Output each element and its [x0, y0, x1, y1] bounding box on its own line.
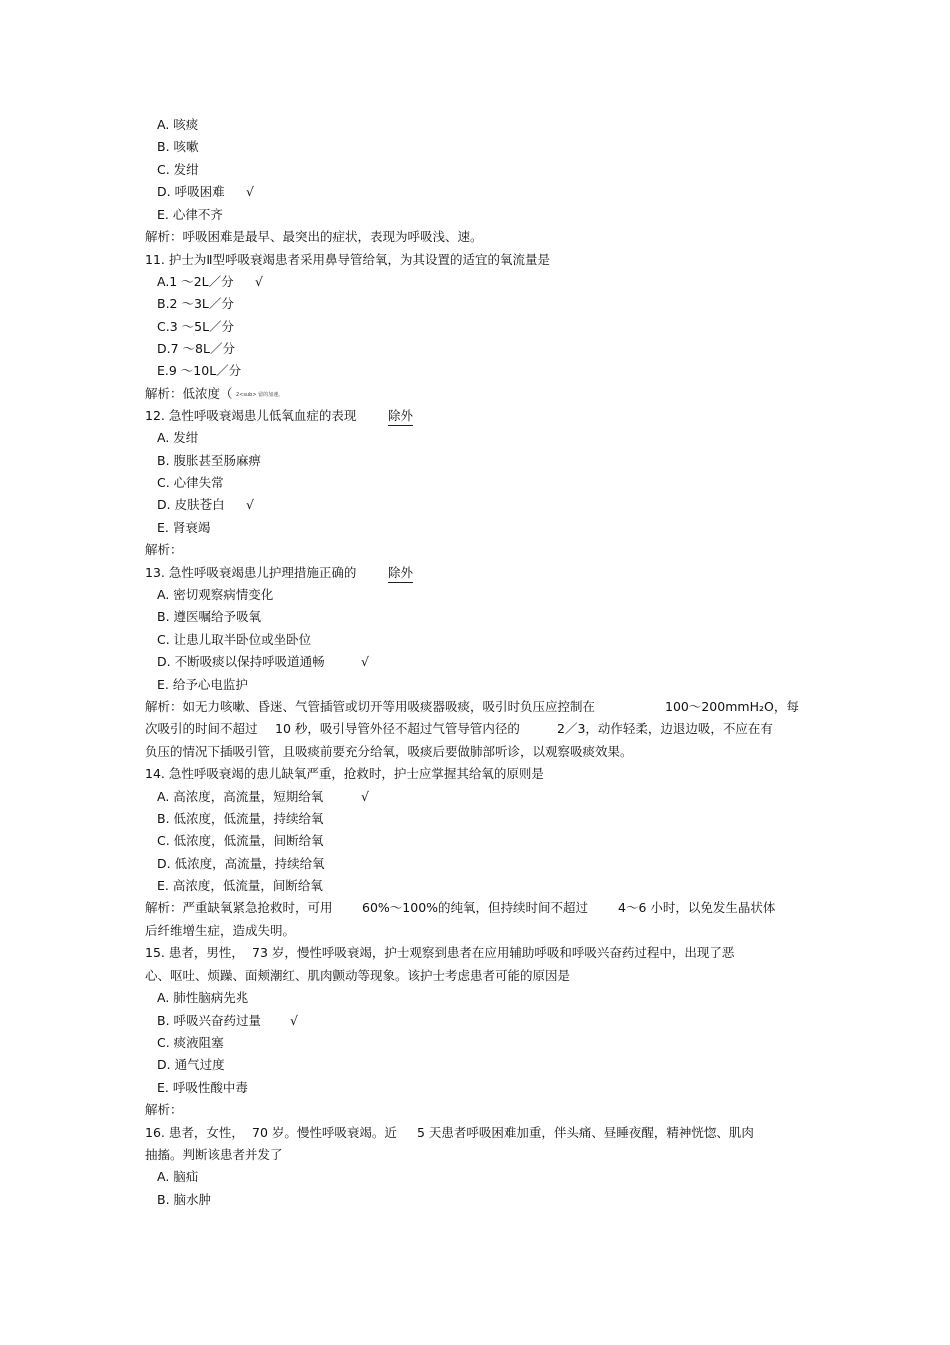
q10-option-e: E. 心律不齐 [157, 207, 223, 222]
q10-answer-check: √ [246, 184, 254, 199]
q15-analysis: 解析： [145, 1102, 183, 1117]
q10-option-a: A. 咳痰 [157, 117, 199, 132]
q11-answer-check: √ [255, 274, 263, 289]
q11-option-c: C.3 ～5L／分 [157, 319, 235, 334]
q10-analysis: 解析：呼吸困难是最早、最突出的症状，表现为呼吸浅、速。 [145, 229, 483, 244]
q12-option-c: C. 心律失常 [157, 475, 224, 490]
q14-analysis-line1c: 4～6 小时，以免发生晶状体 [618, 900, 776, 915]
q12-answer-check: √ [246, 497, 254, 512]
q10-option-d: D. 呼吸困难 [157, 184, 225, 199]
q13-analysis-line2c: 2／3，动作轻柔，边退边吸，不应在有 [557, 721, 773, 736]
q11-option-a: A.1 ～2L／分 [157, 274, 234, 289]
q15-question-line2: 心、呕吐、烦躁、面颊潮红、肌肉颤动等现象。该护士考虑患者可能的原因是 [145, 968, 571, 983]
q12-question: 12. 急性呼吸衰竭患儿低氧血症的表现 [145, 408, 357, 423]
q13-except-underline: 除外 [388, 565, 413, 583]
q11-option-d: D.7 ～8L／分 [157, 341, 235, 356]
q13-analysis-line3: 负压的情况下插吸引管，且吸痰前要充分给氧，吸痰后要做肺部听诊，以观察吸痰效果。 [145, 744, 633, 759]
q13-analysis-line1b: 100～200mmH₂O，每 [665, 699, 799, 714]
q14-option-e: E. 高浓度，低流量，间断给氧 [157, 878, 323, 893]
q10-option-c: C. 发绀 [157, 162, 199, 177]
q15-question-line1a: 15. 患者，男性， [145, 945, 244, 960]
q15-question-line1b: 73 岁，慢性呼吸衰竭，护士观察到患者在应用辅助呼吸和呼吸兴奋药过程中，出现了恶 [252, 945, 735, 960]
q14-analysis-line2: 后纤维增生症，造成失明。 [145, 923, 296, 938]
q16-question-line1b: 70 岁。慢性呼吸衰竭。近 [252, 1125, 397, 1140]
q13-option-b: B. 遵医嘱给予吸氧 [157, 609, 262, 624]
q13-question: 13. 急性呼吸衰竭患儿护理措施正确的 [145, 565, 357, 580]
q12-option-d: D. 皮肤苍白 [157, 497, 225, 512]
q13-option-d: D. 不断吸痰以保持呼吸道通畅 [157, 654, 325, 669]
q13-option-a: A. 密切观察病情变化 [157, 587, 274, 602]
q14-option-c: C. 低浓度，低流量，间断给氧 [157, 833, 324, 848]
q12-analysis: 解析： [145, 542, 183, 557]
q16-option-a: A. 脑疝 [157, 1169, 199, 1184]
q13-option-c: C. 让患儿取半卧位或坐卧位 [157, 632, 312, 647]
q11-question: 11. 护士为Ⅱ型呼吸衰竭患者采用鼻导管给氧，为其设置的适宜的氧流量是 [145, 252, 551, 267]
q12-option-a: A. 发绀 [157, 430, 199, 445]
q10-option-b: B. 咳嗽 [157, 139, 199, 154]
q16-question-line1a: 16. 患者，女性， [145, 1125, 244, 1140]
q13-analysis-line2a: 次吸引的时间不超过 [145, 721, 258, 736]
q15-option-b: B. 呼吸兴奋药过量 [157, 1013, 262, 1028]
q14-analysis-line1b: 60%～100%的纯氧，但持续时间不超过 [362, 900, 589, 915]
q15-option-c: C. 痰液阻塞 [157, 1035, 224, 1050]
q14-option-a: A. 高浓度，高流量，短期给氧 [157, 789, 324, 804]
q14-question: 14. 急性呼吸衰竭的患儿缺氧严重，抢救时，护士应掌握其给氧的原则是 [145, 766, 544, 781]
q13-analysis-line1a: 解析：如无力咳嗽、昏迷、气管插管或切开等用吸痰器吸痰，吸引时负压应控制在 [145, 699, 596, 714]
q15-option-d: D. 通气过度 [157, 1057, 225, 1072]
q16-option-b: B. 脑水肿 [157, 1192, 212, 1207]
q12-option-e: E. 肾衰竭 [157, 520, 211, 535]
q11-option-e: E.9 ～10L／分 [157, 363, 242, 378]
q13-analysis-line2b: 10 秒，吸引导管外径不超过气管导管内径的 [275, 721, 520, 736]
q12-except-underline: 除外 [388, 408, 413, 426]
q12-option-b: B. 腹胀甚至肠麻痹 [157, 453, 262, 468]
q11-analysis-garbled: 2<sub> 留的加速。 [236, 392, 284, 398]
q14-option-d: D. 低浓度，高流量，持续给氧 [157, 856, 325, 871]
q16-question-line1c: 5 天患者呼吸困难加重，伴头痛、昼睡夜醒，精神恍惚、肌肉 [417, 1125, 754, 1140]
q14-answer-check: √ [361, 789, 369, 804]
q11-analysis: 解析：低浓度（ [145, 386, 233, 401]
q13-answer-check: √ [361, 654, 369, 669]
q15-option-a: A. 肺性脑病先兆 [157, 990, 249, 1005]
q11-option-b: B.2 ～3L／分 [157, 296, 234, 311]
q14-analysis-line1a: 解析：严重缺氧紧急抢救时，可用 [145, 900, 333, 915]
q15-answer-check: √ [290, 1013, 298, 1028]
q13-option-e: E. 给予心电监护 [157, 677, 248, 692]
q15-option-e: E. 呼吸性酸中毒 [157, 1080, 248, 1095]
q14-option-b: B. 低浓度，低流量，持续给氧 [157, 811, 324, 826]
q16-question-line2: 抽搐。判断该患者并发了 [145, 1147, 283, 1162]
